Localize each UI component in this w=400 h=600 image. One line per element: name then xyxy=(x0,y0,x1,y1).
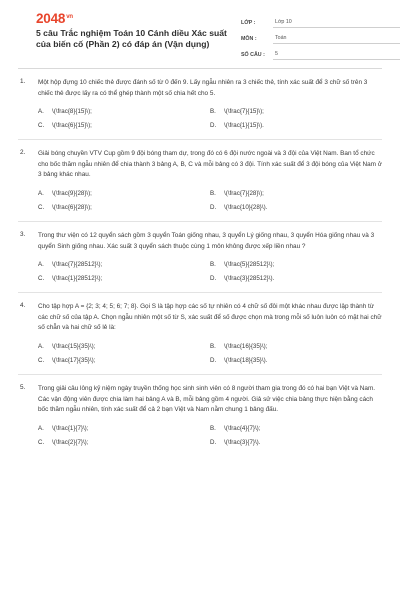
option-text: \(\frac{17}{35}\); xyxy=(52,356,96,364)
option-text: \(\frac{6}{15}\); xyxy=(52,122,92,130)
answer-option[interactable] xyxy=(210,343,382,350)
option-letter: A. xyxy=(38,189,44,197)
option-letter: A. xyxy=(38,424,44,432)
answer-option[interactable] xyxy=(210,122,382,129)
meta-row-subject xyxy=(241,28,400,44)
option-letter: C. xyxy=(38,122,45,130)
question-3 xyxy=(18,231,382,293)
answer-option[interactable] xyxy=(38,190,210,197)
option-letter: A. xyxy=(38,261,44,269)
answer-options xyxy=(38,190,382,211)
option-letter: B. xyxy=(210,108,216,116)
answer-options xyxy=(38,261,382,282)
answer-option[interactable] xyxy=(38,261,210,268)
question-text: Giải bóng chuyền VTV Cup gồm 9 đội bóng tham dự, trong đó có 6 đội nước ngoài và 3 đội của Việt Nam. Ban tổ chức cho bốc thăm ngẫu nhiên để chia thành 3 bảng A, B, C và mỗi bảng có 3 đội. Tính xác suất để 3 đội bóng của Việt Nam ở 3 bảng khác nhau. xyxy=(38,150,382,179)
option-text: \(\frac{6}{28}\); xyxy=(52,203,92,211)
answer-option[interactable] xyxy=(38,425,210,432)
option-text: \(\frac{18}{35}\). xyxy=(224,356,268,364)
answer-option[interactable] xyxy=(38,439,210,446)
option-letter: A. xyxy=(38,108,44,116)
question-4 xyxy=(18,302,382,375)
option-text: \(\frac{7}{28}\); xyxy=(224,189,264,197)
option-text: \(\frac{4}{7}\); xyxy=(224,424,261,432)
logo-text: 2048 xyxy=(36,11,66,26)
question-divider xyxy=(18,292,382,293)
question-2 xyxy=(18,149,382,222)
option-text: \(\frac{8}{15}\); xyxy=(52,108,92,116)
answer-option[interactable] xyxy=(210,425,382,432)
question-number: 1. xyxy=(20,78,26,85)
answer-option[interactable] xyxy=(210,357,382,364)
question-divider xyxy=(18,139,382,140)
meta-value: 5 xyxy=(273,51,400,60)
answer-options xyxy=(38,425,382,446)
question-text: Trong thư viện có 12 quyển sách gồm 3 quyển Toán giống nhau, 3 quyển Lý giống nhau, 3 quyển Hóa giống nhau và 3 quyển Sinh giống nhau. Xác suất 3 quyển sách thuộc cùng 1 môn không được xếp liền nhau ? xyxy=(38,231,375,250)
option-letter: D. xyxy=(210,438,217,446)
meta-row-class xyxy=(241,12,400,28)
option-text: \(\frac{1}{28512}\); xyxy=(52,275,103,283)
document-title: 5 câu Trắc nghiệm Toán 10 Cánh diều Xác suất của biến cố (Phần 2) có đáp án (Vận dụng) xyxy=(36,28,227,49)
answer-option[interactable] xyxy=(210,204,382,211)
question-text: Một hộp đựng 10 chiếc thẻ được đánh số từ 0 đến 9. Lấy ngẫu nhiên ra 3 chiếc thẻ, tính xác suất để 3 chữ số trên 3 chiếc thẻ được lấy ra có thể ghép thành một số chia hết cho 5. xyxy=(38,79,368,97)
option-text: \(\frac{3}{28512}\). xyxy=(224,275,275,283)
option-letter: D. xyxy=(210,275,217,283)
option-text: \(\frac{16}{35}\); xyxy=(224,342,268,350)
question-number: 4. xyxy=(20,302,26,310)
option-letter: B. xyxy=(210,342,216,350)
document-header xyxy=(18,0,382,68)
option-text: \(\frac{3}{7}\). xyxy=(224,438,261,446)
answer-option[interactable] xyxy=(38,275,210,282)
header-divider xyxy=(18,68,382,69)
meta-value: Toán xyxy=(273,35,400,44)
answer-option[interactable] xyxy=(38,204,210,211)
question-divider xyxy=(18,221,382,222)
answer-option[interactable] xyxy=(38,357,210,364)
option-letter: B. xyxy=(210,424,216,432)
meta-info xyxy=(241,12,400,60)
option-letter: C. xyxy=(38,356,45,364)
answer-options xyxy=(38,343,382,364)
option-letter: B. xyxy=(210,189,216,197)
meta-row-question-count xyxy=(241,44,400,60)
meta-label: MÔN : xyxy=(241,36,257,42)
option-letter: A. xyxy=(38,342,44,350)
option-text: \(\frac{7}{15}\); xyxy=(224,108,264,116)
answer-option[interactable] xyxy=(210,190,382,197)
question-divider xyxy=(18,374,382,375)
option-text: \(\frac{10}{28}\). xyxy=(224,203,268,211)
option-letter: D. xyxy=(210,203,217,211)
question-number: 5. xyxy=(20,383,26,391)
option-letter: B. xyxy=(210,261,216,269)
question-list xyxy=(18,78,382,446)
site-logo[interactable] xyxy=(36,11,73,26)
option-letter: C. xyxy=(38,438,45,446)
option-letter: C. xyxy=(38,203,45,211)
option-letter: D. xyxy=(210,122,217,130)
question-text: Trong giải câu lông kỷ niệm ngày truyền thống học sinh sinh viên có 8 người tham gia trong đó có hai bạn Việt và Nam. Các vận động viên được chia làm hai bảng A và B, mỗi bảng gồm 4 người. Giả sử việc chia bảng thực hiện bằng cách bốc thăm ngẫu nhiên, tính xác suất để cả 2 bạn Việt và Nam nằm chung 1 bảng đấu. xyxy=(38,384,376,414)
answer-option[interactable] xyxy=(38,343,210,350)
answer-option[interactable] xyxy=(210,108,382,115)
option-text: \(\frac{9}{28}\); xyxy=(52,189,92,197)
meta-value: Lớp 10 xyxy=(273,19,400,28)
answer-options xyxy=(38,108,382,129)
meta-label: SỐ CÂU : xyxy=(241,52,265,58)
option-letter: C. xyxy=(38,275,45,283)
answer-option[interactable] xyxy=(210,439,382,446)
logo-suffix: vn xyxy=(66,13,73,20)
question-number: 3. xyxy=(20,230,26,238)
option-text: \(\frac{1}{15}\). xyxy=(224,122,264,130)
question-1 xyxy=(18,78,382,140)
question-5 xyxy=(18,384,382,446)
answer-option[interactable] xyxy=(210,261,382,268)
option-text: \(\frac{1}{7}\); xyxy=(52,424,89,432)
answer-option[interactable] xyxy=(38,108,210,115)
question-text: Cho tập hợp A = {2; 3; 4; 5; 6; 7; 8}. Gọi S là tập hợp các số tự nhiên có 4 chữ số đôi một khác nhau được lập thành từ các chữ số của tập A. Chọn ngẫu nhiên một số từ S, xác suất để số được chọn mà trong mỗi số luôn luôn có mặt hai chữ số chẵn và hai chữ số lẻ là: xyxy=(38,303,382,332)
option-text: \(\frac{5}{28512}\); xyxy=(224,261,275,269)
answer-option[interactable] xyxy=(38,122,210,129)
question-number: 2. xyxy=(20,149,26,157)
option-text: \(\frac{7}{28512}\); xyxy=(52,261,103,269)
answer-option[interactable] xyxy=(210,275,382,282)
option-text: \(\frac{15}{35}\); xyxy=(52,342,96,350)
option-text: \(\frac{2}{7}\); xyxy=(52,438,89,446)
option-letter: D. xyxy=(210,356,217,364)
meta-label: LỚP : xyxy=(241,20,256,26)
